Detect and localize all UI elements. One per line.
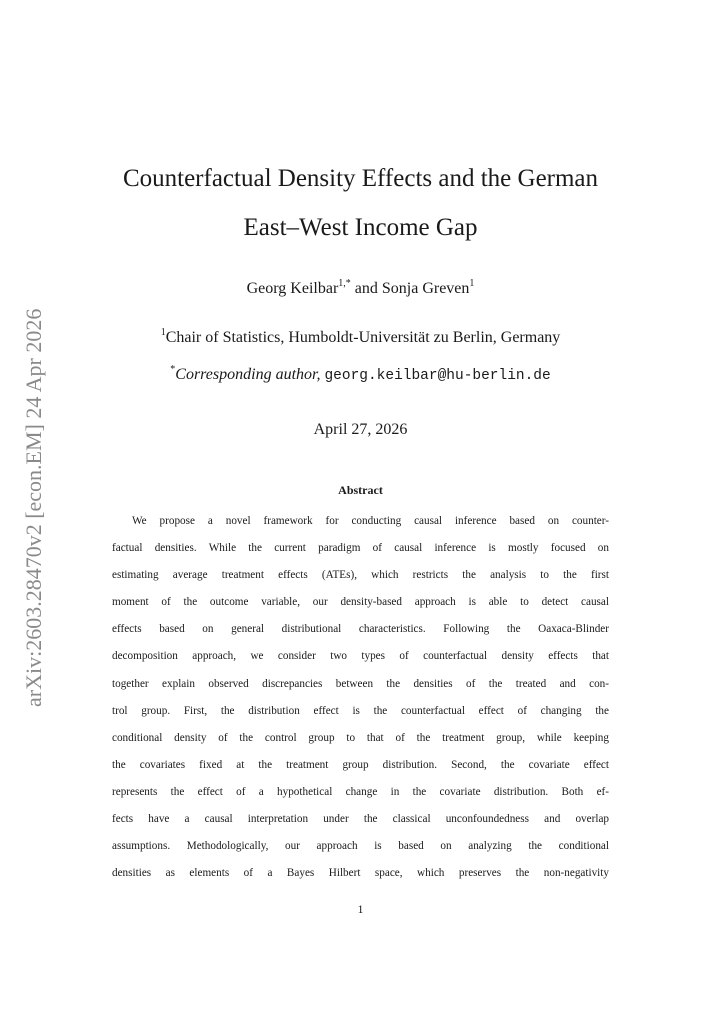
abstract-line: effects based on general distributional characteristics. Following the Oaxaca-Blinder bbox=[112, 623, 609, 636]
abstract-line: assumptions. Methodologically, our approach is based on analyzing the conditional bbox=[112, 840, 609, 853]
abstract-line: trol group. First, the distribution effect is the counterfactual effect of changing the bbox=[112, 704, 609, 717]
corresponding-email[interactable]: georg.keilbar@hu-berlin.de bbox=[324, 368, 551, 384]
abstract-line: We propose a novel framework for conducting causal inference based on counter- bbox=[132, 515, 609, 527]
author-affiliation-mark: 1 bbox=[469, 278, 475, 289]
abstract-line: factual densities. While the current paradigm of causal inference is mostly focused on bbox=[112, 542, 609, 555]
paper-title-line-2: East–West Income Gap bbox=[243, 214, 478, 241]
author-joiner: and bbox=[354, 280, 378, 297]
abstract-line: estimating average treatment effects (ATEs), which restricts the analysis to the first bbox=[112, 569, 609, 582]
abstract-line: the covariates fixed at the treatment group distribution. Second, the covariate effect bbox=[112, 758, 609, 771]
abstract-line: moment of the outcome variable, our density-based approach is able to detect causal bbox=[112, 596, 609, 609]
author-name: Sonja Greven bbox=[381, 280, 470, 297]
abstract-body bbox=[112, 513, 609, 892]
abstract-line: together explain observed discrepancies between the densities of the treated and con- bbox=[112, 677, 609, 690]
arxiv-stamp bbox=[17, 283, 51, 707]
abstract-line: conditional density of the control group to that of the treatment group, while keeping bbox=[112, 731, 609, 744]
abstract-line: densities as elements of a Bayes Hilbert space, which preserves the non-negativity bbox=[112, 867, 609, 880]
abstract-line: represents the effect of a hypothetical change in the covariate distribution. Both ef- bbox=[112, 785, 609, 798]
abstract-line: fects have a causal interpretation under the classical unconfoundedness and overlap bbox=[112, 813, 609, 826]
affiliation-text: Chair of Statistics, Humboldt-Universität zu Berlin, Germany bbox=[165, 329, 561, 346]
author-list bbox=[60, 280, 661, 298]
author-affiliation-mark: 1,* bbox=[338, 278, 351, 289]
corresponding-label: Corresponding author, bbox=[175, 366, 321, 383]
corresponding-author bbox=[60, 366, 661, 384]
corresponding-mark: * bbox=[170, 364, 176, 375]
affiliation-mark: 1 bbox=[160, 327, 166, 338]
arxiv-identifier: arXiv:2603.28470v2 [econ.EM] 24 Apr 2026 bbox=[21, 308, 46, 707]
author-name: Georg Keilbar bbox=[246, 280, 339, 297]
page-number: 1 bbox=[357, 902, 364, 916]
abstract-line: decomposition approach, we consider two types of counterfactual density effects that bbox=[112, 650, 609, 663]
paper-title-line-1: Counterfactual Density Effects and the German bbox=[122, 165, 599, 192]
paper-date: April 27, 2026 bbox=[313, 421, 408, 438]
abstract-heading: Abstract bbox=[338, 483, 383, 497]
affiliation bbox=[60, 329, 661, 347]
